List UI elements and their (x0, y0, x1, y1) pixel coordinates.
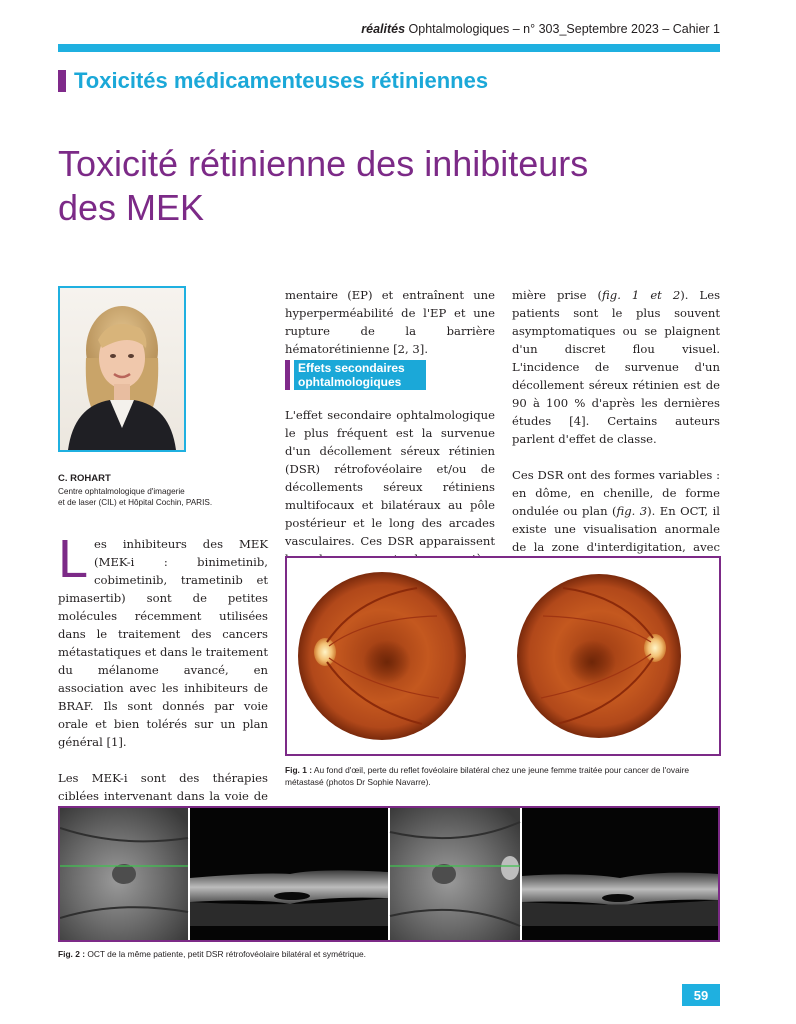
fundus-left (298, 572, 466, 740)
figure-1-fundus (285, 556, 721, 756)
section-bar (285, 360, 290, 390)
fig2-label: Fig. 2 : (58, 949, 85, 959)
section-title-box (294, 360, 426, 390)
oct-ir-right (390, 808, 520, 940)
author-name: C. ROHART (58, 473, 111, 484)
rubric (58, 69, 488, 93)
fig1-text: Au fond d'œil, perte du reflet fovéolaire bilatéral chez une jeune femme traitée pour cancer de l'ovaire métastasé (photos Dr Sophie Navarre). (285, 765, 690, 787)
section-title-line-1: Effets secondaires (298, 361, 405, 375)
prise-text-a: mière prise ( (512, 288, 603, 302)
prise-text-b: ). Les patients sont le plus souvent asymptomatiques ou se plaignent d'un discret flou visuel. L'incidence de survenue d'un décollement séreux rétinien est de 90 à 100 % d'après les dernières études [4]. Certains auteurs parlent d'effet de classe. (512, 288, 721, 446)
article-title (58, 142, 718, 230)
section-heading (285, 360, 505, 392)
oct-ir-left (60, 808, 188, 940)
prise-fig-ref: fig. 1 et 2 (602, 288, 681, 302)
author-block (58, 473, 268, 508)
dsr-text-a: Ces DSR ont des formes variables : en dôme, en chenille, de forme ondulée ou plan ( (512, 468, 720, 518)
journal-issue: Ophtalmologiques – n° 303_Septembre 2023 – Cahier 1 (408, 22, 720, 36)
dsr-text-b: ). En OCT, il existe une visualisation anormale de la zone d'interdigitation, avec (512, 504, 721, 554)
section-title-line-2: ophtalmologiques (298, 375, 402, 389)
title-line-2: des MEK (58, 187, 205, 228)
column-2 (285, 286, 495, 358)
oct-images (60, 808, 718, 940)
affiliation-line-2: et de laser (CIL) et Hôpital Cochin, PARIS. (58, 498, 213, 507)
affiliation-line-1: Centre ophtalmologique d'imagerie (58, 487, 185, 496)
top-rule (58, 44, 720, 52)
paragraph-effets: L'effet secondaire ophtalmologique le plus fréquent est la survenue d'un décollement séreux rétinien (DSR) rétrofovéolaire et/ou de décollements séreux rétiniens multifocaux et bilatéraux au pôle postérieur et le long des arcades vasculaires. Ces DSR apparaissent (285, 408, 495, 548)
author-photo (58, 286, 186, 452)
page-number: 59 (682, 984, 720, 1006)
fundus-right (517, 574, 681, 738)
fig1-label: Fig. 1 : (285, 765, 312, 775)
fundus-images (287, 558, 719, 754)
figure-1-caption (285, 764, 721, 788)
mek-text-a: Les MEK-i sont des thérapies ciblées intervenant dans la voie de (58, 771, 268, 803)
rubric-bar (58, 70, 66, 92)
figure-2-caption (58, 948, 720, 960)
paragraph-prise (512, 286, 720, 448)
portrait-image (60, 288, 184, 450)
drop-cap: L (58, 529, 89, 589)
author-affiliation (58, 486, 268, 508)
rubric-text: Toxicités médicamenteuses rétiniennes (74, 68, 489, 93)
fig2-text: OCT de la même patiente, petit DSR rétrofovéolaire bilatéral et symétrique. (87, 949, 367, 959)
running-head (361, 22, 720, 36)
paragraph-intro (58, 529, 268, 751)
dsr-fig-ref-1: fig. 3 (616, 504, 648, 518)
oct-bscan-left (190, 808, 388, 940)
paragraph-ep: mentaire (EP) et entraînent une hyperperméabilité de l'EP et une rupture de la barrière hématorétinienne [2, 3]. (285, 288, 495, 356)
title-line-1: Toxicité rétinienne des inhibiteurs (58, 143, 589, 184)
intro-text: es inhibiteurs des MEK (MEK-i : binimetinib, cobimetinib, trametinib et pimasertib) sont de petites molécules récemment utilisées dans le traitement des cancers métastatiques et dans le traitement du mélanome avancé, en association avec les inhibiteurs de BRAF. Ils sont donnés par voie orale et bien tolérés sur un plan général [1]. (58, 537, 268, 749)
figure-2-oct (58, 806, 720, 942)
journal-brand: réalités (361, 22, 406, 36)
oct-bscan-right (522, 808, 718, 940)
